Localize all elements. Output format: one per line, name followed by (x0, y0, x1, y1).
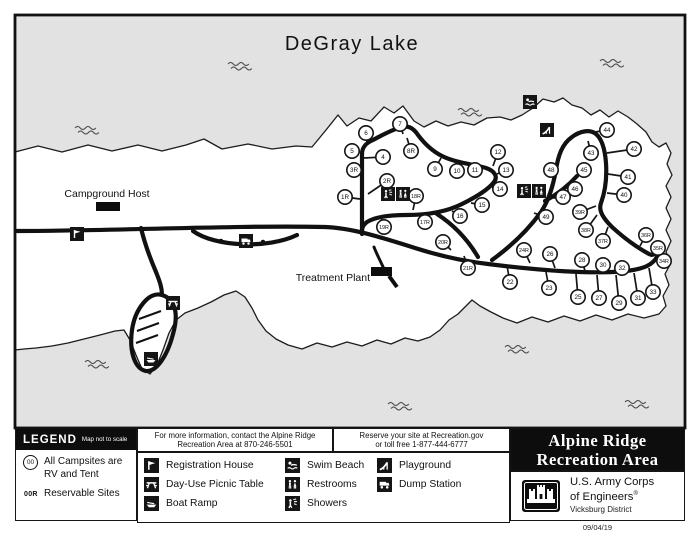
svg-text:3R: 3R (349, 167, 359, 175)
dump-station-icon (239, 234, 253, 248)
svg-text:8R: 8R (406, 148, 416, 156)
svg-text:47: 47 (559, 194, 567, 202)
svg-text:23: 23 (545, 285, 553, 293)
svg-text:20R: 20R (438, 240, 448, 247)
usace-castle-logo (521, 478, 561, 514)
svg-text:40: 40 (620, 192, 628, 200)
campsite-marker-11 (468, 163, 482, 177)
showers-icon (517, 184, 531, 198)
day-use-picnic-table-icon (166, 296, 180, 310)
legend-item-label: Restrooms (307, 479, 357, 490)
legend-item-boat-ramp (144, 496, 218, 511)
svg-text:34R: 34R (659, 259, 669, 266)
svg-text:26: 26 (546, 251, 554, 259)
campsite-marker-16 (452, 209, 467, 223)
showers-icon (285, 496, 300, 511)
svg-text:14: 14 (496, 186, 504, 194)
campsite-marker-20R (436, 235, 451, 250)
registration-house-icon (144, 458, 159, 473)
legend-item-label: Playground (399, 460, 452, 471)
svg-text:18R: 18R (411, 194, 421, 201)
svg-text:31: 31 (634, 295, 642, 303)
svg-text:37R: 37R (598, 239, 608, 246)
svg-text:12: 12 (494, 149, 502, 157)
day-use-dot (261, 240, 266, 245)
swim-beach-icon (523, 95, 537, 109)
swim-beach-icon (285, 458, 300, 473)
legend-item-label: Day-Use Picnic Table (166, 479, 264, 490)
campsite-marker-30 (596, 258, 610, 272)
registered-mark: ® (633, 491, 638, 498)
svg-text:19R: 19R (379, 225, 389, 232)
svg-text:41: 41 (624, 174, 632, 182)
svg-text:48: 48 (547, 167, 555, 175)
svg-text:17R: 17R (420, 220, 430, 227)
svg-text:4: 4 (381, 154, 385, 162)
svg-text:38R: 38R (581, 228, 591, 235)
showers-icon (381, 187, 395, 201)
area-title-banner (510, 428, 685, 471)
legend-header (16, 429, 136, 450)
svg-text:22: 22 (506, 279, 514, 287)
campsite-marker-48 (544, 163, 558, 177)
legend-item-label: Swim Beach (307, 460, 365, 471)
area-title-line1: Alpine Ridge (548, 431, 647, 450)
campsite-note-line1: All Campsites are (44, 456, 123, 467)
svg-text:27: 27 (595, 295, 603, 303)
svg-text:25: 25 (574, 294, 582, 302)
legend-item-swim-beach (285, 458, 364, 473)
svg-text:13: 13 (502, 167, 510, 175)
svg-text:6: 6 (364, 130, 368, 138)
svg-text:46: 46 (571, 186, 579, 194)
playground-icon (540, 123, 554, 137)
agency-box (510, 471, 685, 521)
agency-text (570, 476, 654, 516)
legend-item-label: Dump Station (399, 479, 462, 490)
svg-text:35R: 35R (653, 246, 663, 253)
campsite-marker-32 (615, 261, 629, 275)
campsite-marker-3R (347, 163, 361, 177)
legend-item-playground (377, 458, 451, 473)
svg-text:11: 11 (471, 167, 479, 175)
svg-text:24R: 24R (519, 248, 529, 255)
restrooms-icon (285, 477, 300, 492)
registration-house-icon (70, 227, 84, 241)
day-use-picnic-table-icon (144, 477, 159, 492)
campsite-marker-17R (418, 214, 432, 229)
legend-item-label: Boat Ramp (166, 498, 218, 509)
svg-text:10: 10 (453, 168, 461, 176)
svg-text:28: 28 (578, 257, 586, 265)
legend-item-day-use-picnic-table (144, 477, 264, 492)
dump-station-icon (377, 477, 392, 492)
agency-line1: U.S. Army Corps (570, 475, 655, 488)
legend-item-label: Showers (307, 498, 348, 509)
day-use-dot (219, 239, 224, 244)
svg-text:36R: 36R (641, 233, 651, 240)
legend-title: LEGEND (23, 433, 77, 446)
reservable-symbol: 00R (24, 491, 38, 498)
boat-ramp-icon (144, 496, 159, 511)
svg-text:21R: 21R (463, 266, 473, 273)
map-scale-note: Map not to scale (81, 436, 128, 443)
svg-text:32: 32 (618, 265, 626, 273)
campground-host-label: Campground Host (64, 188, 150, 200)
svg-text:2R: 2R (382, 178, 392, 186)
legend-item-restrooms (285, 477, 357, 492)
legend-item-dump-station (377, 477, 461, 492)
svg-text:44: 44 (603, 127, 611, 135)
svg-text:30: 30 (599, 262, 607, 270)
campsite-marker-5 (345, 144, 360, 158)
reservable-note: Reservable Sites (44, 488, 120, 499)
campground-host-site (96, 202, 120, 211)
legend-items-panel (137, 452, 510, 523)
contact-line1: For more information, contact the Alpine Ridge (154, 430, 316, 440)
svg-text:1R: 1R (340, 194, 350, 202)
svg-text:16: 16 (456, 213, 464, 221)
contact-line2: Recreation Area at 870-246-5501 (177, 440, 293, 449)
area-title-line2: Recreation Area (536, 450, 659, 469)
campsite-note-line2: RV and Tent (44, 469, 99, 480)
svg-text:33: 33 (649, 289, 657, 297)
reservation-info-box (333, 428, 510, 452)
svg-text:39R: 39R (575, 210, 585, 217)
lake-title: DeGray Lake (284, 33, 420, 55)
svg-text:15: 15 (478, 202, 486, 210)
svg-text:29: 29 (615, 300, 623, 308)
svg-text:45: 45 (580, 167, 588, 175)
legend-item-showers (285, 496, 347, 511)
svg-text:9: 9 (433, 166, 437, 174)
svg-text:43: 43 (587, 150, 595, 158)
svg-text:5: 5 (350, 148, 354, 156)
contact-info-box (137, 428, 333, 452)
agency-line3: Vicksburg District (570, 504, 632, 514)
restrooms-icon (396, 187, 410, 201)
campsite-marker-35R (651, 241, 665, 255)
playground-icon (377, 458, 392, 473)
reserve-line2: or toll free 1-877-444-6777 (375, 440, 468, 449)
svg-text:7: 7 (398, 121, 402, 129)
svg-text:42: 42 (630, 146, 638, 154)
boat-ramp-icon (144, 352, 158, 366)
treatment-plant-label: Treatment Plant (295, 272, 370, 284)
reserve-line1: Reserve your site at Recreation.gov (359, 430, 484, 440)
legend-item-registration-house (144, 458, 254, 473)
campsite-symbol: 00 (23, 455, 38, 470)
svg-text:49: 49 (542, 214, 550, 222)
map-date: 09/04/19 (582, 523, 613, 532)
agency-line2: of Engineers® (570, 491, 638, 504)
restrooms-icon (532, 184, 546, 198)
legend-box (15, 428, 137, 521)
legend-item-label: Registration House (166, 460, 254, 471)
